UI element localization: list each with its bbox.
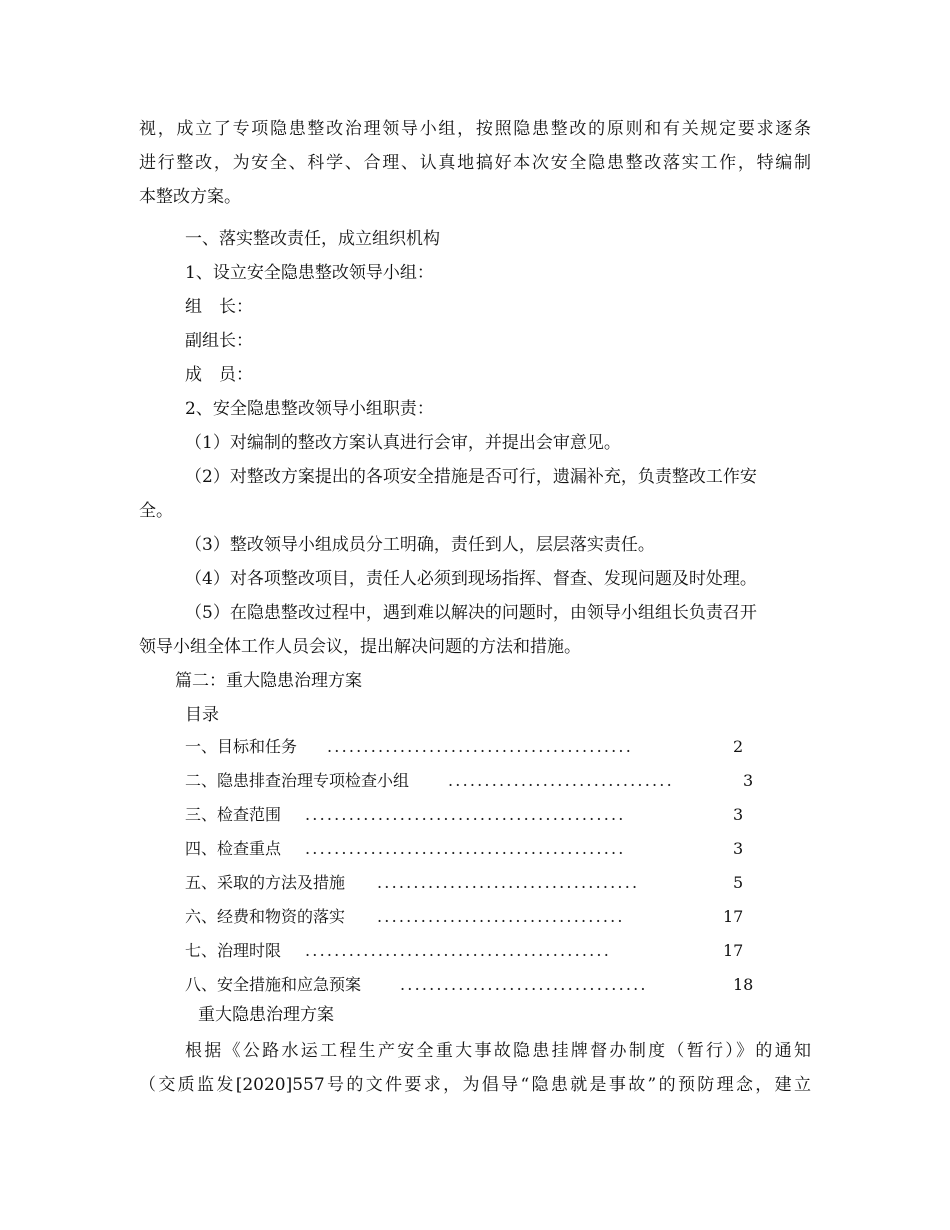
toc-page-number: 17 [723,907,744,926]
toc-leader-dots: .................................... [377,873,640,892]
toc-entry-label: 五、采取的方法及措施 [185,873,346,892]
toc-entry-label: 二、隐患排查治理专项检查小组 [185,771,410,790]
toc-entry-label: 六、经费和物资的落实 [185,907,346,926]
toc-page-number: 18 [733,975,754,994]
document-title: 重大隐患治理方案 [198,1005,334,1025]
toc-page-number: 3 [733,839,744,858]
toc-leader-dots: .......................................... [305,941,612,960]
toc-page-number: 5 [733,873,744,892]
body-line: （交质监发[2020]557号的文件要求，为倡导“隐患就是事故”的预防理念，建立 [139,1075,811,1095]
toc-entry-label: 七、治理时限 [185,941,282,960]
toc-entry-label: 三、检查范围 [185,805,282,824]
paragraph-line: 本整改方案。 [139,187,241,207]
toc-leader-dots: ............................................ [305,805,626,824]
toc-leader-dots: ............................................ [305,839,626,858]
members-field: 成 员： [185,365,253,385]
subsection-heading: 1、设立安全隐患整改领导小组： [185,263,434,283]
toc-entry-label: 四、检查重点 [185,839,282,858]
toc-page-number: 2 [733,737,744,756]
toc-leader-dots: ............................... [448,771,674,790]
toc-title: 目录 [185,705,219,725]
duty-item: （3）整改领导小组成员分工明确，责任到人，层层落实责任。 [185,535,655,555]
duty-item: （1）对编制的整改方案认真进行会审，并提出会审意见。 [185,433,621,453]
toc-leader-dots: .................................. [400,975,648,994]
subsection-heading: 2、安全隐患整改领导小组职责： [185,399,434,419]
section-heading: 一、落实整改责任，成立组织机构 [185,229,440,249]
leader-field: 组 长： [185,297,253,317]
toc-page-number: 3 [743,771,754,790]
toc-leader-dots: .................................. [377,907,625,926]
duty-item: （5）在隐患整改过程中，遇到难以解决的问题时，由领导小组组长负责召开 [185,603,757,623]
duty-item-continuation: 全。 [139,501,173,521]
paragraph-line: 进行整改，为安全、科学、合理、认真地搞好本次安全隐患整改落实工作，特编制 [139,153,811,173]
duty-item-continuation: 领导小组全体工作人员会议，提出解决问题的方法和措施。 [139,637,581,657]
toc-page-number: 3 [733,805,744,824]
paragraph-line: 视，成立了专项隐患整改治理领导小组，按照隐患整改的原则和有关规定要求逐条 [139,119,811,139]
body-line: 根据《公路水运工程生产安全重大事故隐患挂牌督办制度（暂行）》的通知 [185,1041,811,1061]
toc-leader-dots: .......................................... [327,737,634,756]
toc-entry-label: 一、目标和任务 [185,737,298,756]
duty-item: （4）对各项整改项目，责任人必须到现场指挥、督查、发现问题及时处理。 [185,569,757,589]
duty-item: （2）对整改方案提出的各项安全措施是否可行，遗漏补充，负责整改工作安 [185,467,757,487]
part-title: 篇二：重大隐患治理方案 [175,671,362,691]
toc-entry-label: 八、安全措施和应急预案 [185,975,362,994]
toc-page-number: 17 [723,941,744,960]
deputy-field: 副组长： [185,331,253,351]
